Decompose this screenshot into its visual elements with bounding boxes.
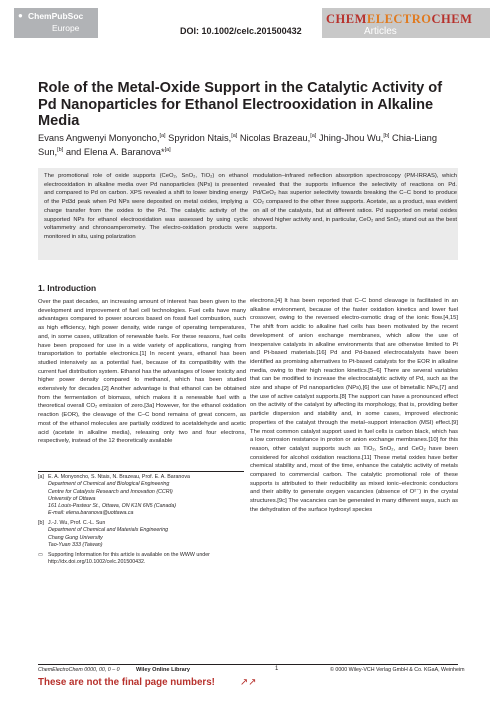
section-heading-introduction: 1. Introduction [38, 283, 97, 293]
affiliation-a-names: E. A. Monyoncho, S. Ntais, N. Brazeau, Prof. E. A. Baranova [48, 474, 190, 480]
affiliation-a-tag: [a] [38, 474, 44, 480]
journal-name: CHEMELECTROCHEM [326, 12, 473, 26]
affiliation-b-tag: [b] [38, 520, 44, 526]
author-list: Evans Angwenyi Monyoncho,[a] Spyridon Ntais,[a] Nicolas Brazeau,[a] Jhing-Jhou Wu,[b] Chia-Liang Sun,[b] and Elena A. Baranova*[a] [38, 133, 437, 158]
publisher-logo-text: ChemPubSoc [28, 11, 84, 21]
affiliation-b-names: J.-J. Wu, Prof. C.-L. Sun [48, 520, 106, 526]
abstract-right-column: modulation–infrared reflection absorption spectroscopy (PM-IRRAS), which revealed that the supports influence the selectivity of reactions on Pd. Pd/CeO₂ has superior selectivity towards breaking the C–C bond to produce CO₂ compared to the other three supports. Acetate, as a product, was evident on all of the catalysts, but at different ratios. Pd supported on metal oxides showed higher activity and, in particular, CeO₂ and SnO₂ stand out as the best supports. [253, 173, 457, 232]
footer-copyright: © 0000 Wiley-VCH Verlag GmbH & Co. KGaA, Weinheim [330, 667, 465, 673]
page-header [0, 0, 496, 40]
article-type-label: Articles [364, 26, 397, 37]
logo-mark-icon: ● [18, 11, 23, 20]
body-right-column: electrons.[4] It has been reported that C–C bond cleavage is facilitated in an alkaline environment, because of the faster oxidation kinetics and lower fuel crossover, owing to the reversed electro-osmotic drag of the ionic flow.[4,15] The shift from acidic to alkaline fuel cells has been motivated by the recent development of anion exchange membranes, which allow the use of inexpensive catalysts in alkaline environments that are otherwise limited to Pt and Pt-based materials.[16] Pd and Pd-based electrocatalysts have been identified as promising alternatives to Pt-based catalysts for the EOR in alkaline media, owing to their high reaction kinetics.[5–6] There are several variables that can be modified to increase the electrocatalytic activity of Pd, such as the size and shape of Pd nanoparticles (NPs),[6] the use of bimetallic NPs,[7] and the use of active catalyst supports.[8] The support can have a pronounced effect on the activity of the catalyst by affecting its morphology, that is, providing better particle dispersion and stability and, in some cases, improved electronic properties of the catalyst through the metal–support interaction (MSI) effect.[9] The most common catalyst support used in fuel cells is carbon black, which has a low corrosion resistance in proton or anion exchange membranes.[10] for this reason, other catalyst supports such as TiO₂, SnO₂, and CeO₂ have been considered for alcohol oxidation reactions.[11] These metal oxides have better chemical stability and, most of the time, enhance the catalytic activity of metals compared to commercial carbon. The catalytic promotional role of these supports is attributed to their reducibility as mixed ionic–electronic conductors and their ability to generate oxygen vacancies (absence of O²⁻) in the crystal structures.[9c] The vacancies can be generated in many different ways, such as the dehydration of the surface hydroxyl species [250, 298, 458, 513]
abstract-left-column: The promotional role of oxide supports (CeO₂, SnO₂, TiO₂) on ethanol electrooxidation in alkaline media over Pd nanoparticles (NPs) is presented and compared to Pd on carbon. XPS revealed a shift to lower binding energy of the Pd3d peak when Pd NPs were deposited on metal oxides, implying a charge transfer from the oxides to the Pd. The catalytic activity of the supported NPs for ethanol electrooxidation was assessed by using cyclic voltammetry and chronoamperometry. The electro-oxidation products were monitored in situ, using polarization [44, 173, 248, 240]
affiliation-b-univ: Chang Gung University [48, 534, 103, 541]
proof-banner-arrows-icon: ↗↗ [240, 677, 257, 688]
publisher-logo-sub: Europe [52, 23, 80, 33]
affiliation-a-centre: Centre for Catalysis Research and Innovation (CCRI) [48, 488, 173, 495]
article-title: Role of the Metal-Oxide Support in the Catalytic Activity of Pd Nanoparticles for Ethanol Electrooxidation in Alkaline Media [38, 80, 443, 129]
supporting-info-icon: ▭ [38, 552, 44, 558]
publisher-logo [14, 8, 98, 38]
affiliation-a-email[interactable]: E-mail: elena.baranova@uottawa.ca [48, 510, 134, 517]
affiliation-b-dept: Department of Chemical and Materials Engineering [48, 527, 169, 534]
page-number: 1 [275, 666, 279, 672]
doi-label[interactable]: DOI: 10.1002/celc.201500432 [180, 26, 302, 36]
footer-rule [38, 664, 458, 665]
affiliation-a-univ: University of Ottawa [48, 495, 96, 502]
affiliation-divider [38, 471, 244, 472]
affiliation-a-dept: Department of Chemical and Biological Engineering [48, 481, 170, 488]
proof-banner: These are not the final page numbers! [38, 677, 215, 688]
supporting-info-text: Supporting Information for this article is available on the WWW under [48, 552, 210, 558]
body-left-column: Over the past decades, an increasing amount of interest has been given to the development and improvement of fuel cell technologies. Fuel cells have many advantages compared to power sources based on fossil fuel combustion, such as high efficiency, high power density, wide range of operating temperatures, and, in some cases, utilization of renewable fuels. For these reasons, fuel cells have been proposed for use in a wide variety of applications, ranging from transportation to portable electronics.[1] In recent years, ethanol has been studied intensively as a potential fuel, because of its compatibility with the current fuel distribution system. Ethanol has the advantages of lower toxicity and higher power density compared to methanol, which has been studied extensively for decades.[2] Another advantage is that ethanol can be obtained from the fermentation of biomass, which makes it a renewable fuel with a theoretical overall CO₂ emission of zero.[3a] However, for the ethanol oxidation reaction (EOR), the cleavage of the C–C bond remains of great concern, as most of the ethanol molecules are partially oxidized to acetaldehyde and acetic acid (acetate in alkaline media), releasing only two and four electrons, respectively, instead of the 12 theoretically available [38, 299, 246, 445]
supporting-info-link[interactable]: http://dx.doi.org/10.1002/celc.201500432. [48, 559, 146, 566]
footer-citation: ChemElectroChem 0000, 00, 0 – 0 [38, 667, 120, 673]
affiliation-b-address: Tao-Yuan 333 (Taiwan) [48, 541, 103, 548]
footer-publisher-link[interactable]: Wiley Online Library [136, 667, 191, 673]
affiliation-a-address: 161 Louis-Pasteur St., Ottawa, ON K1N 6N5 (Canada) [48, 503, 177, 510]
